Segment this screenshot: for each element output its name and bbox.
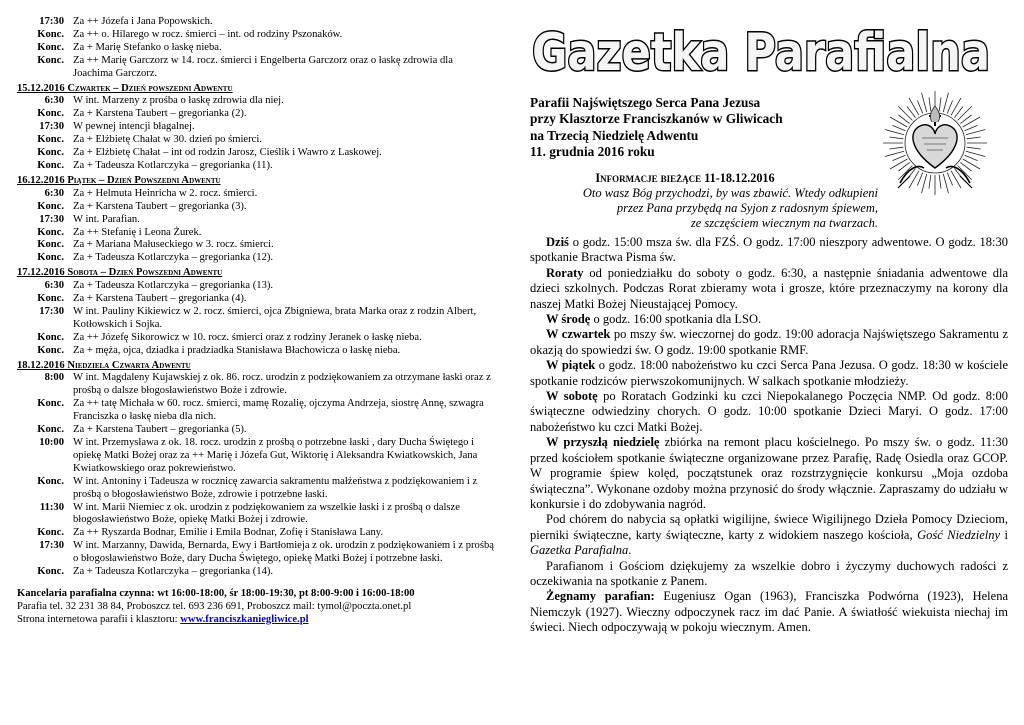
announcement-text: Eugeniusz Ogan (1963), Franciszka Podwórna (1923), Helena Niemczyk (1927). Wieczny odpoczynek racz im dać Panie. A światłość wiekuista niechaj im świeci. Niech odpoczywają w pokoju wiecznym. Amen. — [530, 589, 1008, 635]
announcement-paragraph — [530, 512, 1008, 558]
intention-entry — [17, 437, 495, 476]
announcement-lead: W środę — [546, 312, 591, 327]
emblem-ray — [943, 174, 948, 193]
parish-line: przy Klasztorze Franciszkanów w Gliwicach — [530, 111, 783, 127]
emblem-ray — [885, 130, 904, 135]
intention-entry — [17, 147, 495, 160]
website-label: Strona internetowa parafii i klasztoru: — [17, 613, 178, 625]
intention-time: 17:30 — [39, 305, 64, 317]
day-name: Piątek – Dzień Powszedni Adwentu — [67, 174, 221, 186]
announcement-text: i — [1000, 527, 1008, 542]
announcement-text: od poniedziałku do soboty o godz. 6:30, a następnie śniadania adwentowe dla dzieci szkolnych. Podczas Rorat zbieramy wota i grosze, które przeznaczymy na korony dla naszej Matki Bożej Nieustającej Pomocy. — [530, 265, 1008, 311]
intention-text: W pewnej intencji błagalnej. — [73, 121, 195, 133]
intention-entry — [17, 29, 495, 42]
intention-entry — [17, 160, 495, 173]
announcement-lead: Roraty — [546, 265, 584, 280]
intention-text: Za ++ Stefanię i Leona Żurek. — [73, 226, 202, 238]
day-heading — [17, 175, 495, 188]
intention-time: 11:30 — [39, 501, 64, 513]
announcement-paragraph — [530, 389, 1008, 435]
scripture-quote — [530, 186, 878, 232]
day-heading — [17, 360, 495, 373]
emblem-ray — [966, 151, 985, 156]
emblem-ray — [917, 101, 922, 114]
intention-text: W int. Antoniny i Tadeusza w rocznicę zawarcia sakramentu małżeństwa z podziękowaniem i z prośbą o błogosławieństwo Boże, zdrowie i potrzebne łaski. — [73, 475, 478, 500]
intro-entries — [17, 16, 495, 81]
announcement-paragraph — [530, 235, 1008, 266]
gazette-title — [528, 10, 998, 82]
intention-text: W int. Marii Niemiec z ok. urodzin z podziękowaniem za wszelkie łaski i z prośbą o dalsze błogosławieństwo Boże, opiekę Matki Bożej i zdrowie. — [73, 501, 460, 526]
emblem-ray — [893, 125, 906, 130]
intention-entry — [17, 55, 495, 81]
office-hours: Kancelaria parafialna czynna: wt 16:00-18:00, śr 18:00-19:30, pt 8:00-9:00 i 16:00-18:00 — [17, 587, 415, 599]
intention-time: Konc. — [37, 108, 64, 120]
day-name: Czwartek – Dzień powszedni Adwentu — [67, 82, 233, 94]
intention-time: Konc. — [37, 147, 64, 159]
intention-text: Za ++ Ryszarda Bodnar, Emilie i Emila Bodnar, Zofię i Stanisława Lany. — [73, 527, 384, 539]
intention-entry — [17, 188, 495, 201]
intention-time: Konc. — [37, 28, 64, 40]
intention-text: Za + Tadeusza Kotlarczyka – gregorianka (13). — [73, 280, 274, 292]
announcement-text: . — [628, 543, 632, 558]
announcement-paragraph — [530, 266, 1008, 312]
intention-time: 17:30 — [39, 213, 64, 225]
intention-text: Za + Helmuta Heinricha w 2. rocz. śmierci. — [73, 187, 258, 199]
intention-time: Konc. — [37, 54, 64, 66]
intention-time: 17:30 — [39, 121, 64, 133]
emblem-ray — [939, 175, 941, 189]
intention-time: 17:30 — [39, 540, 64, 552]
intention-entry — [17, 134, 495, 147]
office-phones: Parafia tel. 32 231 38 84, Proboszcz tel. 693 236 691, Proboszcz mail: tymol@poczta.onet.pl — [17, 600, 412, 612]
intention-time: Konc. — [37, 344, 64, 356]
intention-text: W int. Parafian. — [73, 213, 140, 225]
mass-intentions-column — [17, 0, 495, 626]
intention-entry — [17, 227, 495, 240]
intention-text: Za + męża, ojca, dziadka i pradziadka Stanisława Błachowicza o łaskę nieba. — [73, 344, 401, 356]
days-list — [17, 83, 495, 579]
announcement-paragraph — [530, 589, 1008, 635]
intention-time: Konc. — [37, 239, 64, 251]
intention-entry — [17, 306, 495, 332]
intention-text: Za + Elżbietę Chałat – int od rodzin Jarosz, Cieślik i Wawro z Laskowej. — [73, 147, 382, 159]
intention-entry — [17, 293, 495, 306]
intention-time: 6:30 — [44, 187, 64, 199]
parish-line: na Trzecią Niedzielę Adwentu — [530, 127, 699, 143]
emblem-ray — [922, 93, 927, 112]
day-date: 18.12.2016 — [17, 359, 65, 371]
emblem-ray — [967, 137, 981, 139]
announcement-text: o godz. 18:00 nabożeństwo ku czci Serca Pana Jezusa. O godz. 18:30 w kościele spotkanie rodziców pierwszokomunijnych. W salkach spotkanie młodzieży. — [530, 358, 1008, 388]
info-heading: Informacje bieżące 11-18.12.2016 — [595, 171, 775, 185]
intention-entry — [17, 424, 495, 437]
quote-line: przez Pana przybędą na Syjon z radosnym śpiewem, — [616, 201, 878, 216]
intention-time: Konc. — [37, 134, 64, 146]
announcement-text: po Roratach Godzinki ku czci Niepokalanego Poczęcia NMP. Od godz. 8:00 świąteczne odwiedziny chorych. O godz. 10:00 spotkanie Dzieci Maryi. O godz. 17:00 nabożeństwo ku czci Matki Bożej. — [530, 389, 1008, 434]
intention-time: Konc. — [37, 398, 64, 410]
intention-entry — [17, 42, 495, 55]
emblem-ray — [965, 125, 978, 130]
intention-text: Za + Tadeusza Kotlarczyka – gregorianka (14). — [73, 566, 274, 578]
day-heading — [17, 83, 495, 96]
emblem-ray — [966, 130, 985, 135]
intention-text: Za + Tadeusza Kotlarczyka – gregorianka (11). — [73, 159, 273, 171]
intention-text: W int. Pauliny Kikiewicz w 2. rocz. śmierci, ojca Zbigniewa, brata Marka oraz z rodzin Albert, Kotłowskich i Sojka. — [73, 305, 477, 330]
intention-text: W int. Przemysława z ok. 18. rocz. urodzin z prośbą o potrzebne łaski , dary Ducha Świętego i opiekę Matki Bożej oraz za ++ Marię i Józefa Gut, Wiktorię i Aleksandra Kwiatkowskich, Jana Kwiatkowskiego oraz pokrewieństwo. — [73, 437, 478, 474]
issue-date: 11. grudnia 2016 roku — [530, 144, 655, 160]
emblem-ray — [889, 147, 903, 149]
quote-line: Oto wasz Bóg przychodzi, by was zbawić. Wtedy odkupieni — [582, 186, 878, 200]
publication-name: Gazetka Parafialna — [530, 543, 629, 558]
emblem-ray — [929, 175, 931, 189]
announcement-text: o godz. 16:00 spotkania dla LSO. — [590, 312, 762, 327]
day-heading — [17, 267, 495, 280]
announcement-text: Parafianom i Gościom dziękujemy za wszelkie dobro i życzymy duchowych radości z oczekiwania na spotkanie z Panem. — [530, 558, 1008, 588]
day-date: 16.12.2016 — [17, 174, 65, 186]
intention-time: Konc. — [37, 200, 64, 212]
publication-name: Gość Niedzielny — [917, 527, 1001, 542]
announcement-lead: W czwartek — [546, 327, 611, 342]
intention-text: Za ++ Józefę Sikorowicz w 10. rocz. śmierci oraz z rodziny Jeranek o łaskę nieba. — [73, 331, 422, 343]
intention-time: Konc. — [37, 424, 64, 436]
intention-entry — [17, 95, 495, 108]
emblem-ray — [943, 93, 948, 112]
intention-text: Za ++ Marię Garczorz w 14. rocz. śmierci i Engelberta Garczorz oraz o łaskę zdrowia dla Joachima Garczorz. — [73, 54, 453, 79]
website-line — [17, 613, 495, 626]
announcements — [530, 235, 1008, 636]
intention-time: Konc. — [37, 41, 64, 53]
emblem-ray — [898, 166, 912, 180]
intention-time: Konc. — [37, 566, 64, 578]
intention-entry — [17, 540, 495, 566]
announcement-paragraph — [530, 327, 1008, 358]
announcement-text: po mszy św. wieczornej do godz. 19:00 adoracja Najświętszego Sakramentu z okazją do spowiedzi św. O godz. 19:00 spotkanie RMF. — [530, 327, 1008, 357]
emblem-ray — [958, 106, 972, 120]
emblem-ray — [922, 174, 927, 193]
announcement-text: Pod chórem do nabycia są opłatki wigilijne, świece Wigilijnego Dzieła Pomocy Dzieciom, pierniki świąteczne, karty świąteczne, karty z widokiem naszego kościoła, — [530, 512, 1008, 542]
intention-time: Konc. — [37, 226, 64, 238]
intention-entry — [17, 214, 495, 227]
emblem-ray — [885, 151, 904, 156]
intention-time: 6:30 — [44, 280, 64, 292]
intention-time: Konc. — [37, 475, 64, 487]
intention-entry — [17, 345, 495, 358]
intention-entry — [17, 121, 495, 134]
intention-text: W int. Magdaleny Kujawskiej z ok. 86. rocz. urodzin z podziękowaniem za otrzymane łaski oraz z prośbą o dalsze błogosławieństwo Boże i zdrowie. — [73, 372, 491, 397]
intention-text: Za + Karstena Taubert – gregorianka (3). — [73, 200, 247, 212]
intention-time: Konc. — [37, 527, 64, 539]
announcement-lead: Dziś — [546, 235, 569, 249]
parish-office-info — [17, 587, 495, 626]
parish-line: Parafii Najświętszego Serca Pana Jezusa — [530, 95, 761, 110]
intention-entry — [17, 476, 495, 502]
intention-entry — [17, 239, 495, 252]
day-date: 17.12.2016 — [17, 267, 65, 279]
intention-time: 8:00 — [44, 372, 64, 384]
intention-time: Konc. — [37, 293, 64, 305]
intention-text: Za ++ o. Hilarego w rocz. śmierci – int. od rodziny Pszonaków. — [73, 28, 343, 40]
intention-entry — [17, 252, 495, 265]
parish-header — [530, 95, 870, 161]
intention-time: 10:00 — [39, 437, 64, 448]
intention-text: Za + Elżbietę Chałat w 30. dzień po śmierci. — [73, 134, 262, 146]
intention-time: Konc. — [37, 159, 64, 171]
intention-time: Konc. — [37, 331, 64, 343]
emblem-ray — [889, 137, 903, 139]
announcement-paragraph — [530, 312, 1008, 327]
intention-entry — [17, 108, 495, 121]
intention-entry — [17, 201, 495, 214]
emblem-ray — [958, 166, 972, 180]
announcement-paragraph — [530, 358, 1008, 389]
day-name: Niedziela Czwarta Adwentu — [67, 359, 191, 371]
intention-text: W int. Marzanny, Dawida, Bernarda, Ewy i Bartłomieja z ok. urodzin z podziękowaniem i z prośbą o błogosławieństwo Boże, dary Ducha Świętego, opiekę Matki Bożej i potrzebne łaski. — [73, 540, 494, 565]
intention-text: Za ++ Józefa i Jana Popowskich. — [73, 16, 213, 27]
intention-time: Konc. — [37, 252, 64, 264]
announcement-text: zbiórka na remont placu kościelnego. Po mszy św. o godz. 11:30 przed kościołem spotkanie świąteczne organizowane przez Parafię, Radę Osiedla oraz GCOP. W programie śpiew kolęd, początstunek oraz rozstrzygnięcie konkursu „Moja ozdoba świąteczna”. Wykonane ozdoby można przynosić do środy włącznie. Zapraszamy do udziału w konkursie i do zdobywania nagród. — [530, 435, 1009, 511]
announcement-lead: W przyszłą niedzielę — [546, 435, 660, 450]
intention-entry — [17, 372, 495, 398]
intention-entry — [17, 502, 495, 528]
intention-entry — [17, 566, 495, 579]
quote-line: ze szczęściem wiecznym na twarzach. — [690, 216, 878, 231]
sacred-heart-emblem-icon — [880, 88, 990, 198]
emblem-ray — [965, 155, 978, 160]
intention-text: Za + Marię Stefanko o łaskę nieba. — [73, 41, 222, 53]
intention-text: Za + Mariana Małuseckiego w 3. rocz. śmierci. — [73, 239, 274, 251]
intention-entry — [17, 280, 495, 293]
emblem-ray — [893, 155, 906, 160]
intention-text: Za + Karstena Taubert – gregorianka (4). — [73, 293, 247, 305]
intention-time: 6:30 — [44, 95, 64, 107]
intention-entry — [17, 16, 495, 29]
announcement-lead: W piątek — [546, 358, 596, 373]
intention-text: Za + Tadeusza Kotlarczyka – gregorianka (12). — [73, 252, 274, 264]
day-date: 15.12.2016 — [17, 82, 65, 94]
intention-text: W int. Marzeny z prośba o łaskę zdrowia dla niej. — [73, 95, 284, 107]
intention-text: Za + Karstena Taubert – gregorianka (5). — [73, 424, 247, 436]
announcement-paragraph — [530, 559, 1008, 590]
intention-entry — [17, 398, 495, 424]
emblem-ray — [939, 97, 941, 111]
intention-text: Za + Karstena Taubert – gregorianka (2). — [73, 108, 247, 120]
intention-entry — [17, 332, 495, 345]
announcement-lead: W sobotę — [546, 389, 598, 404]
announcement-paragraph — [530, 435, 1008, 512]
emblem-ray — [947, 173, 952, 186]
website-link[interactable]: www.franciszkaniegliwice.pl — [180, 613, 309, 625]
intention-entry — [17, 527, 495, 540]
announcement-text: o godz. 15:00 msza św. dla FZŚ. O godz. 17:00 nieszpory adwentowe. O godz. 18:30 spotkanie Bractwa Pisma św. — [530, 235, 1008, 265]
emblem-ray — [898, 106, 912, 120]
gazette-title-text: Gazetka Parafialna — [532, 23, 990, 82]
emblem-ray — [947, 101, 952, 114]
emblem-ray — [917, 173, 922, 186]
intention-time: 17:30 — [39, 16, 64, 27]
announcement-lead: Żegnamy parafian: — [546, 589, 655, 604]
emblem-ray — [967, 147, 981, 149]
day-name: Sobota – Dzień Powszedni Adwentu — [67, 267, 223, 279]
emblem-ray — [929, 97, 931, 111]
intention-text: Za ++ tatę Michała w 60. rocz. śmierci, mamę Rozalię, ojczyma Andrzeja, siostrę Annę, szwagra Franciszka o łaskę nieba dla nich. — [73, 398, 484, 423]
